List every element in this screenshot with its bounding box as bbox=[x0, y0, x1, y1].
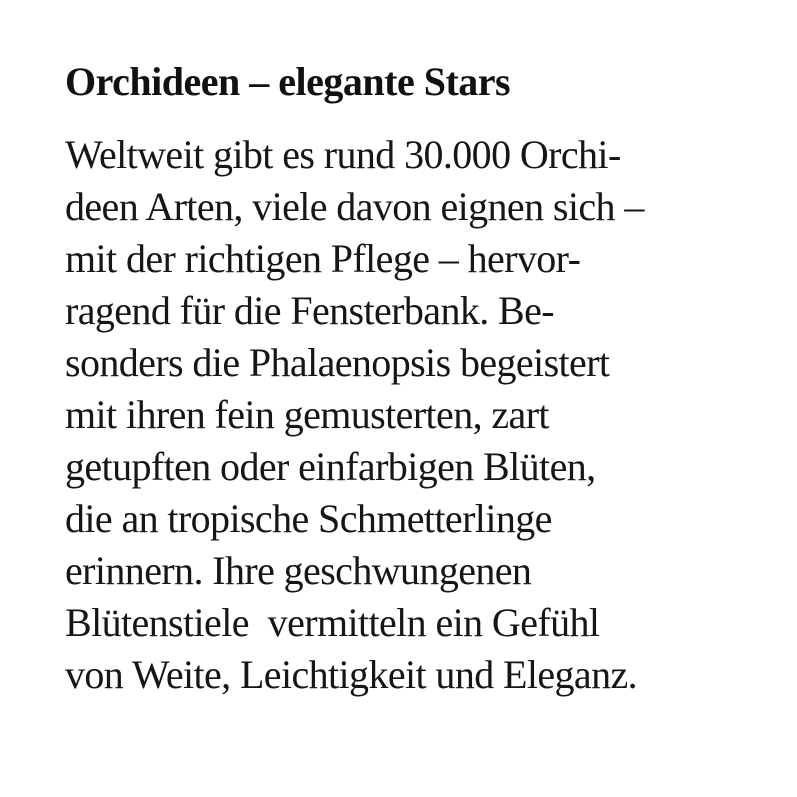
body-line: von Weite, Leichtigkeit und Eleganz. bbox=[65, 651, 638, 697]
article-title: Orchideen – elegante Stars bbox=[65, 59, 511, 104]
body-line: die an tropische Schmetterlinge bbox=[65, 495, 552, 541]
body-line: erinnern. Ihre geschwungenen bbox=[65, 547, 532, 593]
body-line: Blütenstiele vermitteln ein Gefühl bbox=[65, 599, 600, 645]
body-line: Weltweit gibt es rund 30.000 Orchi- bbox=[65, 131, 621, 177]
body-line: ragend für die Fensterbank. Be- bbox=[65, 287, 554, 333]
body-line: getupften oder einfarbigen Blüten, bbox=[65, 443, 596, 489]
body-line: deen Arten, viele davon eignen sich – bbox=[65, 183, 644, 229]
article-body bbox=[65, 129, 747, 701]
body-line: sonders die Phalaenopsis begeistert bbox=[65, 339, 610, 385]
body-line: mit ihren fein gemusterten, zart bbox=[65, 391, 549, 437]
body-line: mit der richtigen Pflege – hervor- bbox=[65, 235, 581, 281]
